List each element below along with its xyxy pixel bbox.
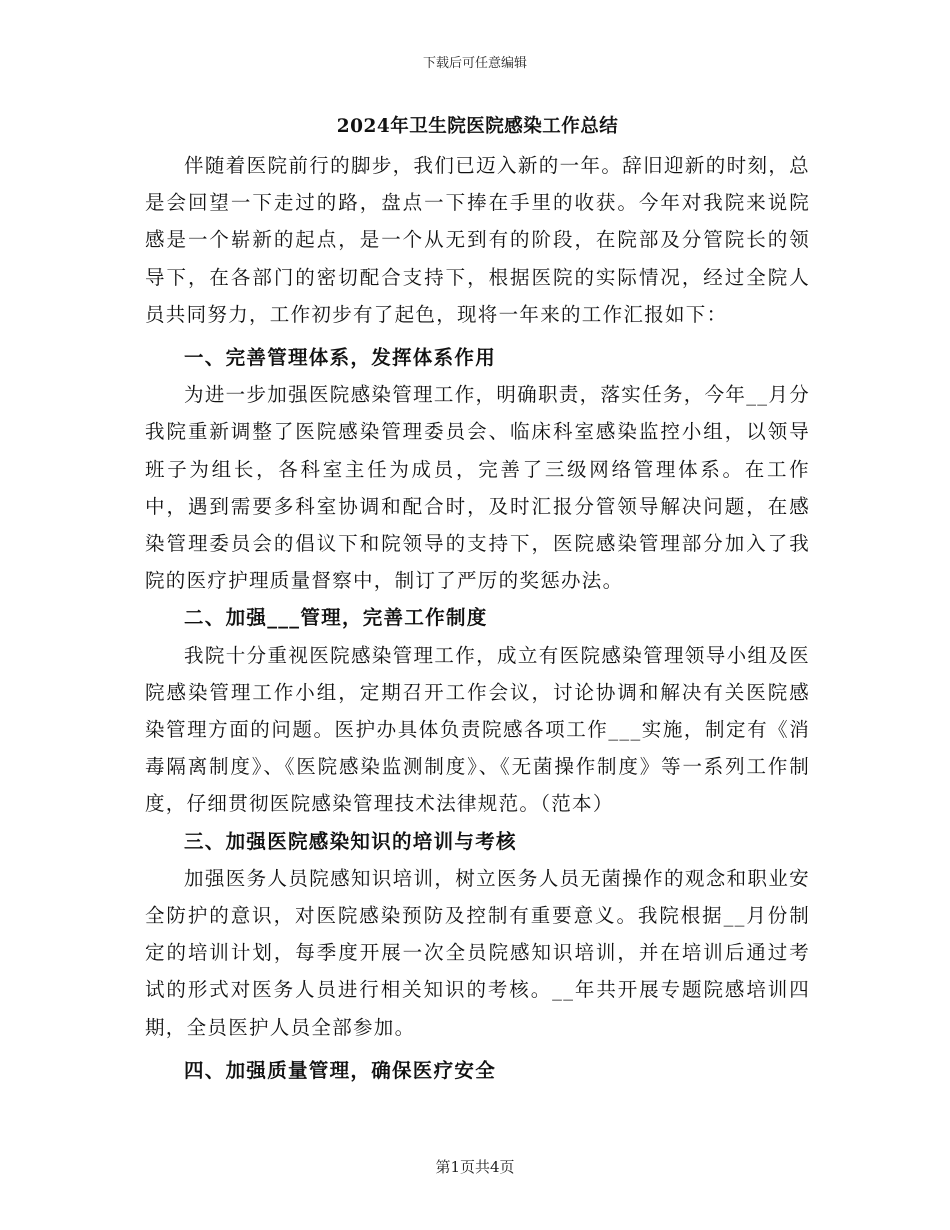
section-4-heading: 四、加强质量管理，确保医疗安全 (184, 1058, 497, 1082)
section-2-heading: 二、加强___管理，完善工作制度 (184, 606, 488, 630)
document-body (145, 112, 810, 1089)
section-3-body: 加强医务人员院感知识培训，树立医务人员无菌操作的观念和职业安全防护的意识，对医院感染预防及控制有重要意义。我院根据__月份制定的培训计划，每季度开展一次全员院感知识培训，并在培训后通过考试的形式对医务人员进行相关知识的考核。__年共开展专题院感培训四期，全员医护人员全部参加。 (145, 866, 810, 1039)
section-1-body: 为进一步加强医院感染管理工作，明确职责，落实任务，今年__月分我院重新调整了医院感染管理委员会、临床科室感染监控小组，以领导班子为组长，各科室主任为成员，完善了三级网络管理体系。在工作中，遇到需要多科室协调和配合时，及时汇报分管领导解决问题，在感染管理委员会的倡议下和院领导的支持下，医院感染管理部分加入了我院的医疗护理质量督察中，制订了严厉的奖惩办法。 (145, 383, 810, 593)
section-3-heading: 三、加强医院感染知识的培训与考核 (184, 829, 517, 853)
section-2-body: 我院十分重视医院感染管理工作，成立有医院感染管理领导小组及医院感染管理工作小组，定期召开工作会议，讨论协调和解决有关医院感染管理方面的问题。医护办具体负责院感各项工作___实施，制定有《消毒隔离制度》、《医院感染监测制度》、《无菌操作制度》等一系列工作制度，仔细贯彻医院感染管理技术法律规范。（范本） (145, 643, 810, 816)
header-note: 下载后可任意编辑 (422, 56, 527, 71)
document-title: 2024年卫生院医院感染工作总结 (336, 116, 619, 137)
page-footer: 第1页共4页 (435, 1158, 515, 1176)
intro-paragraph: 伴随着医院前行的脚步，我们已迈入新的一年。辞旧迎新的时刻，总是会回望一下走过的路，盘点一下捧在手里的收获。今年对我院来说院感是一个崭新的起点，是一个从无到有的阶段，在院部及分管院长的领导下，在各部门的密切配合支持下，根据医院的实际情况，经过全院人员共同努力，工作初步有了起色，现将一年来的工作汇报如下： (145, 154, 810, 326)
section-1-heading: 一、完善管理体系，发挥体系作用 (184, 346, 497, 370)
